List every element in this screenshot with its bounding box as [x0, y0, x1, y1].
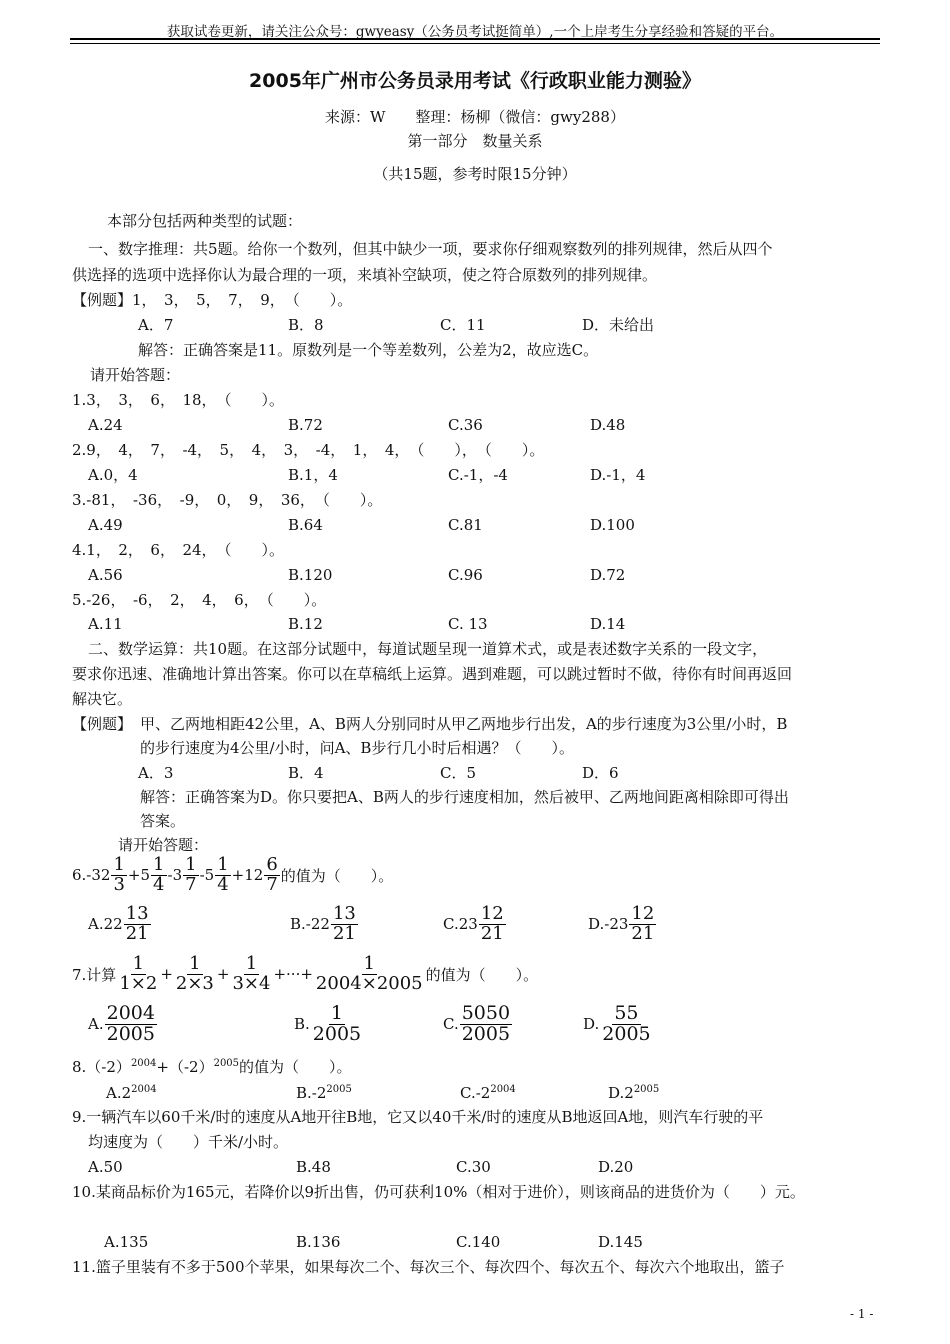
sec1-desc-line2: 供选择的选项中选择你认为最合理的一项，来填补空缺项，使之符合原数列的排列规律。: [72, 266, 658, 284]
option-a: A.56: [88, 566, 123, 584]
q6-term1: 6.-32: [72, 866, 111, 885]
option-d: [583, 1004, 654, 1045]
option-b: [290, 905, 359, 944]
start-prompt: 请开始答题：: [118, 836, 209, 854]
option-a: A．7: [138, 316, 174, 334]
option-c: $C.-2^{2004}$: [460, 1084, 516, 1102]
option-d: D.48: [590, 416, 626, 434]
sec1-example: [72, 289, 352, 310]
question-4: 4.1， 2， 6， 24， （ ）。: [72, 541, 285, 559]
plus-sign: +: [216, 965, 230, 984]
fraction: $\frac{13}{21}$: [125, 903, 149, 944]
example-question: 1， 3， 5， 7， 9， （ ）。: [132, 291, 353, 309]
part-heading: 第一部分 数量关系: [407, 132, 543, 150]
option-a: [88, 1004, 158, 1045]
question-1: 1.3， 3， 6， 18， （ ）。: [72, 391, 285, 409]
option-b: B.72: [288, 416, 323, 434]
sec2-example-question-line1: 甲、乙两地相距42公里，A、B两人分别同时从甲乙两地步行出发，A的步行速度为3公里/小时，B: [140, 715, 788, 733]
question-3: 3.-81， -36， -9， 0， 9， 36， （ ）。: [72, 491, 383, 509]
fraction: $\frac{1}{2005}$: [312, 1002, 362, 1045]
fraction: $\frac{5050}{2005}$: [461, 1002, 511, 1045]
fraction: $\frac{1}{3\times 4}$: [232, 953, 271, 994]
sec1-intro: 本部分包括两种类型的试题：: [107, 212, 303, 230]
option-c: [443, 1004, 513, 1045]
option-a: [88, 905, 152, 944]
option-b: B．8: [288, 316, 324, 334]
question-5: 5.-26， -6， 2， 4， 6， （ ）。: [72, 591, 327, 609]
part-count: （共15题，参考时限15分钟）: [373, 165, 577, 183]
option-c: C.36: [448, 416, 483, 434]
question-11: 11.篮子里装有不多于500个苹果，如果每次二个、每次三个、每次四个、每次五个、每次六个地取出，篮子: [72, 1258, 785, 1276]
option-prefix: D.-23: [588, 915, 629, 934]
option-b: $B.-2^{2005}$: [296, 1084, 352, 1102]
q8-part2: +（-2）: [156, 1058, 214, 1076]
question-9-line1: 9.一辆汽车以60千米/时的速度从A地开往B地，它又以40千米/时的速度从B地返回A地，则汽车行驶的平: [72, 1108, 764, 1126]
option-d: D.-1，4: [590, 466, 646, 484]
sec2-desc-line3: 解决它。: [72, 690, 133, 708]
option-prefix: B.: [294, 1015, 310, 1034]
sec2-example-answer-line1: 解答：正确答案为D。你只要把A、B两人的步行速度相加，然后被甲、乙两地间距离相除即可得出: [140, 788, 789, 806]
q6-term5: +12: [231, 866, 264, 885]
option-prefix: C.: [443, 1015, 459, 1034]
q8-tail: 的值为（ ）。: [239, 1058, 352, 1076]
option-a: A．3: [138, 764, 174, 782]
q6-term3: -3: [167, 866, 183, 885]
option-c: C．11: [440, 316, 486, 334]
sec2-example-label: 【例题】: [72, 715, 133, 733]
exponent: 2005: [326, 1084, 352, 1095]
option-a: A.11: [88, 615, 123, 633]
fraction: $\frac{1}{2004\times 2005}$: [315, 953, 423, 994]
option-a: A.49: [88, 516, 123, 534]
option-d: D．6: [582, 764, 619, 782]
question-10: 10.某商品标价为165元，若降价以9折出售，仍可获利10%（相对于进价），则该商品的进货价为（ ）元。: [72, 1183, 805, 1201]
q6-term2: +5: [127, 866, 151, 885]
option-c: C.81: [448, 516, 483, 534]
option-prefix: A.: [88, 1015, 104, 1034]
option-c: C. 13: [448, 615, 488, 633]
option-prefix: C.23: [443, 915, 478, 934]
option-b: B.48: [296, 1158, 331, 1176]
option-c: C.96: [448, 566, 483, 584]
option-prefix: D.: [583, 1015, 600, 1034]
fraction: $\frac{1}{7}$: [185, 854, 197, 895]
q6-tail: 的值为（ ）。: [280, 866, 394, 885]
fraction: $\frac{1}{4}$: [153, 854, 165, 895]
exponent: 2005: [633, 1084, 660, 1095]
exponent: 2004: [490, 1084, 516, 1095]
option-c: C．5: [440, 764, 477, 782]
doc-title: 2005年广州市公务员录用考试《行政职业能力测验》: [249, 70, 701, 92]
header-rule-thin: [70, 43, 880, 44]
option-d: D.145: [598, 1233, 643, 1251]
option-d: D.100: [590, 516, 635, 534]
fraction: $\frac{1}{2\times 3}$: [175, 953, 214, 994]
fraction: $\frac{55}{2005}$: [602, 1002, 651, 1045]
q8-part1: 8.（-2）: [72, 1058, 131, 1076]
option-a: A.135: [104, 1233, 149, 1251]
exponent: 2004: [130, 1058, 157, 1069]
fraction: $\frac{2004}{2005}$: [106, 1002, 155, 1045]
option-prefix: A.22: [88, 915, 123, 934]
option-d: [588, 905, 657, 944]
option-b: B.1，4: [288, 466, 338, 484]
sec2-desc-line2: 要求你迅速、准确地计算出答案。你可以在草稿纸上运算。遇到难题，可以跳过暂时不做，待你有时间再返回: [72, 665, 793, 683]
option-c: C.140: [456, 1233, 501, 1251]
option-a: A.24: [88, 416, 123, 434]
fraction: $\frac{1}{4}$: [217, 854, 229, 895]
question-9-line2: 均速度为（ ）千米/小时。: [88, 1133, 289, 1151]
option-d: D.20: [598, 1158, 634, 1176]
option-c: C.30: [456, 1158, 491, 1176]
option-b: B.136: [296, 1233, 341, 1251]
fraction: $\frac{1}{1\times 2}$: [119, 953, 158, 994]
fraction: $\frac{12}{21}$: [480, 903, 504, 944]
question-6: [72, 856, 393, 895]
q7-tail: 的值为（ ）。: [425, 965, 539, 984]
example-answer: 解答：正确答案是11。原数列是一个等差数列，公差为2，故应选C。: [138, 341, 599, 359]
option-a: A.50: [88, 1158, 123, 1176]
q7-prefix: 7.计算: [72, 965, 117, 984]
fraction: $\frac{13}{21}$: [332, 903, 356, 944]
question-8: [72, 1056, 352, 1077]
exponent: 2004: [131, 1084, 157, 1095]
example-label: 【例题】: [72, 291, 133, 309]
doc-source: 来源：W 整理：杨柳（微信：gwy288）: [325, 108, 625, 126]
fraction: $\frac{1}{3}$: [113, 854, 125, 895]
header-rule-thick: [70, 38, 880, 40]
page-number: - 1 -: [850, 1307, 874, 1321]
option-prefix: B.-22: [290, 915, 330, 934]
option-d: D．未给出: [582, 316, 655, 334]
header-banner: 获取试卷更新，请关注公众号：gwyeasy（公务员考试挺简单）,一个上岸考生分享经验和答疑的平台。: [166, 24, 784, 40]
option-b: B．4: [288, 764, 324, 782]
exponent: 2005: [213, 1058, 240, 1069]
sec2-example-answer-line2: 答案。: [140, 812, 186, 830]
q6-term4: -5: [199, 866, 215, 885]
option-c: [443, 905, 507, 944]
sec2-desc-line1: 二、数学运算：共10题。在这部分试题中，每道试题呈现一道算术式，或是表述数字关系的一段文字，: [88, 640, 768, 658]
option-b: B.64: [288, 516, 323, 534]
sec2-example-question-line2: 的步行速度为4公里/小时，问A、B步行几小时后相遇？（ ）。: [140, 739, 574, 757]
option-d: $D.2^{2005}$: [608, 1084, 660, 1102]
start-prompt: 请开始答题：: [90, 366, 181, 384]
option-a: $A.2^{2004}$: [106, 1084, 157, 1102]
fraction: $\frac{6}{7}$: [266, 854, 278, 895]
option-b: B.12: [288, 615, 323, 633]
question-2: 2.9， 4， 7， -4， 5， 4， 3， -4， 1， 4， （ ）， （ ）。: [72, 441, 545, 459]
option-d: D.72: [590, 566, 626, 584]
fraction: $\frac{12}{21}$: [631, 903, 655, 944]
ellipsis-sum: +···+: [273, 965, 313, 984]
option-d: D.14: [590, 615, 626, 633]
option-b: [294, 1004, 364, 1045]
plus-sign: +: [160, 965, 173, 984]
question-7: [72, 955, 538, 994]
option-a: A.0，4: [88, 466, 138, 484]
option-c: C.-1，-4: [448, 466, 508, 484]
sec1-desc-line1: 一、数字推理：共5题。给你一个数列，但其中缺少一项，要求你仔细观察数列的排列规律，然后从四个: [88, 240, 773, 258]
option-b: B.120: [288, 566, 333, 584]
